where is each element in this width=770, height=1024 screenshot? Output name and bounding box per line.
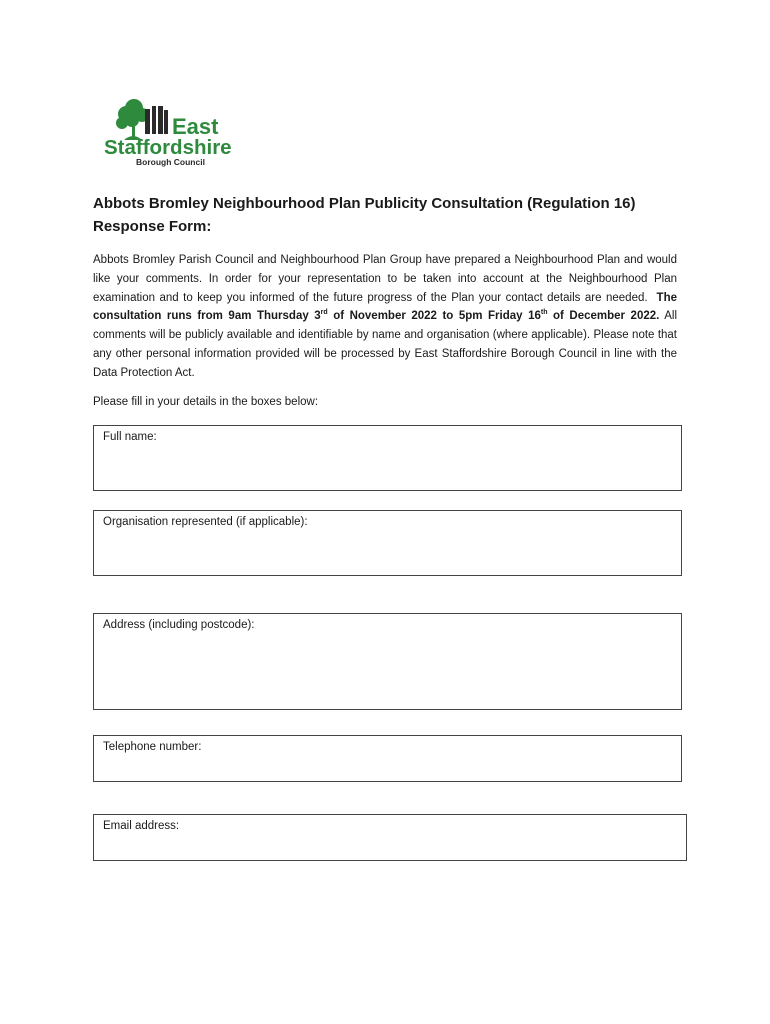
heading-line1: Abbots Bromley Neighbourhood Plan Publicity Consultation (Regulation 16) [93,195,636,212]
tree-and-building-icon [104,96,254,168]
email-label: Email address: [103,820,180,832]
organisation-label: Organisation represented (if applicable): [103,516,308,528]
heading-line2: Response Form: [93,218,212,235]
intro-paragraph [93,251,677,383]
logo-line1: East [172,114,219,139]
organisation-field[interactable] [93,510,682,576]
logo-line3: Borough Council [136,157,205,167]
address-field[interactable] [93,613,682,710]
address-label: Address (including postcode): [103,619,255,631]
logo-line2: Staffordshire [104,136,232,159]
dates-sup2: th [540,309,548,317]
intro-text-2: All comments will be publicly available and identifiable by name and organisation (where applicable). Please note that any other personal information provided will be processed by East Staffordshire Borough Council in line with the Data Protection Act. [93,310,678,379]
telephone-label: Telephone number: [103,741,202,753]
telephone-field[interactable] [93,735,682,782]
intro-text-1: Abbots Bromley Parish Council and Neighbourhood Plan Group have prepared a Neighbourhood Plan and would like your comments. In order for your representation to be taken into account at the Neighbourhood Plan examination and to keep you informed of the future progress of the Plan your contact details are needed. [93,254,677,304]
council-logo [104,96,254,168]
form-heading [93,192,683,238]
fill-instructions: Please fill in your details in the boxes below: [93,396,319,408]
full-name-field[interactable] [93,425,682,491]
full-name-label: Full name: [103,431,157,443]
dates-sup1: rd [320,309,328,317]
dates-part2: of November 2022 to 5pm Friday 16 [327,310,541,323]
dates-part3: of December 2022. [547,310,660,323]
dates-part1: The consultation runs from 9am Thursday 3 [93,291,677,323]
email-field[interactable] [93,814,687,861]
